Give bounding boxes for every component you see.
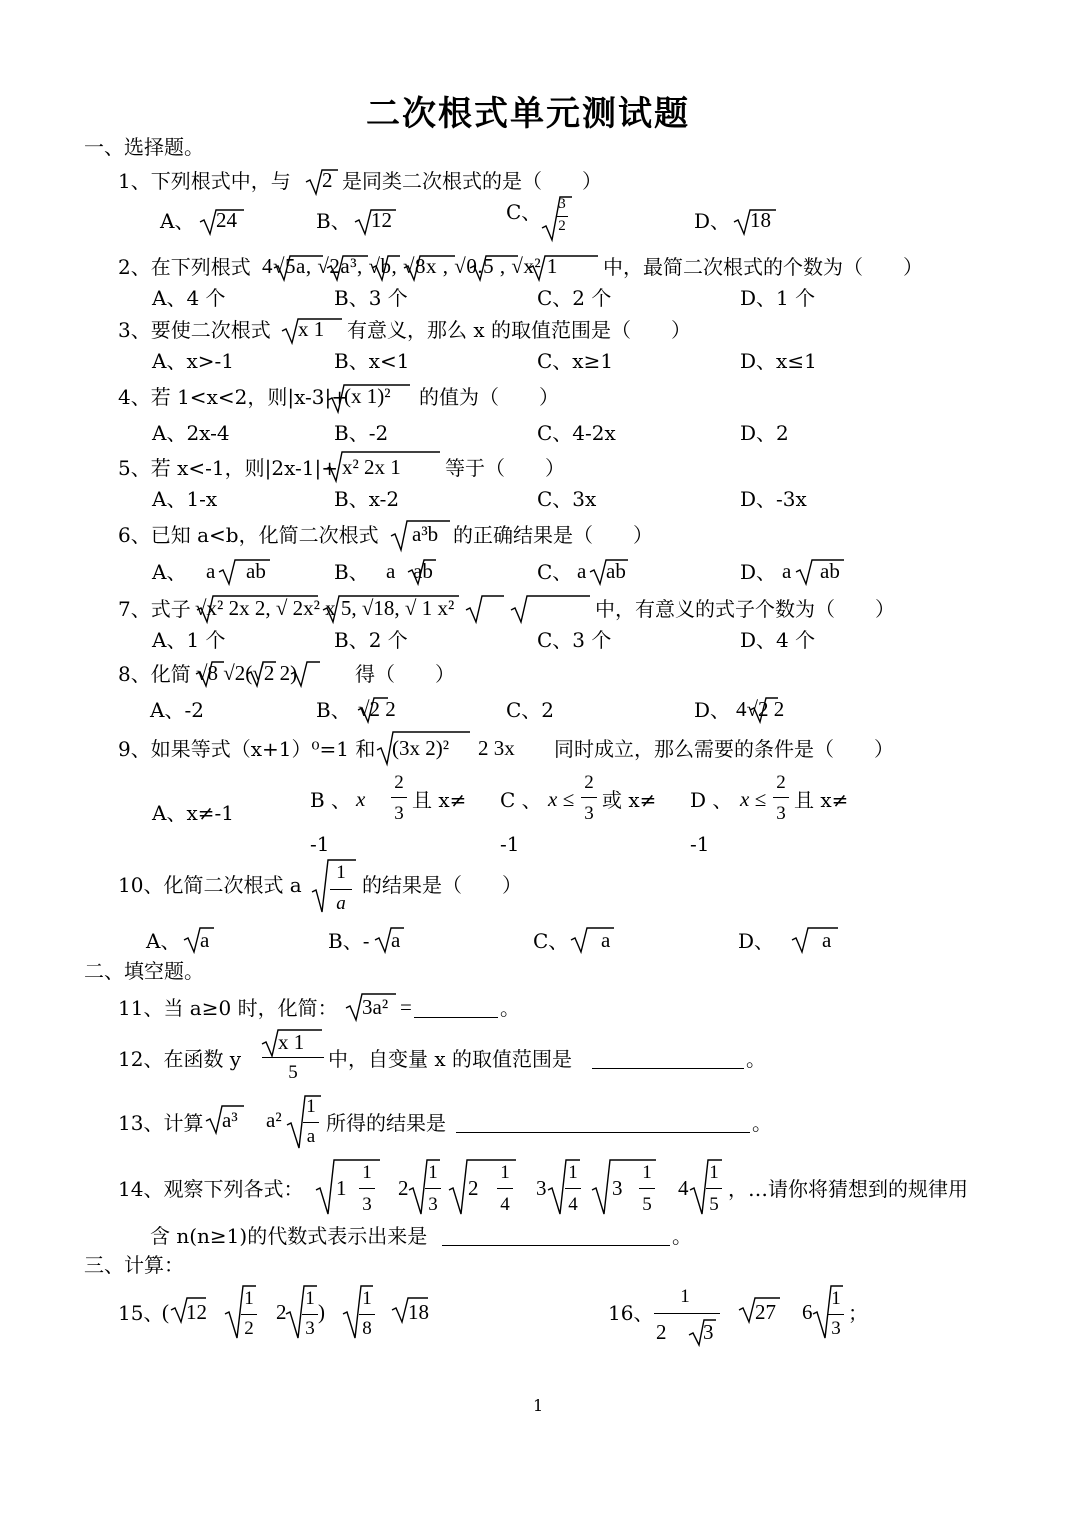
- q9-option-c-tail: 或 x≠: [602, 788, 657, 812]
- q6-option-d-radicand: ab: [820, 559, 840, 583]
- section-heading-calc: 三、计算：: [84, 1253, 184, 1277]
- q15-third-bar: [302, 1314, 318, 1315]
- q6-option-c-coef: a: [577, 559, 587, 583]
- q14-term2-den: 4: [500, 1194, 510, 1215]
- q11-radicand: 3a²: [362, 995, 389, 1019]
- q9-radicand: (3x 2)²: [392, 736, 450, 760]
- q9-option-b: B 、: [310, 788, 352, 812]
- q12-bar: [262, 1057, 324, 1058]
- q10-stem: 10、化简二次根式 a: [118, 873, 302, 897]
- q4-option-c: C、4-2x: [537, 421, 616, 445]
- q3-stem: 3、要使二次根式: [118, 318, 271, 342]
- q16-num: 1: [680, 1286, 690, 1307]
- q14-term1-int: 1: [336, 1176, 347, 1200]
- q2-option-b: B、3 个: [334, 286, 408, 310]
- q9-option-a: A、x≠-1: [152, 801, 234, 825]
- q5-option-d: D、-3x: [740, 487, 807, 511]
- q9-option-c-var: x ≤: [548, 787, 575, 811]
- q15-third-den: 3: [305, 1318, 315, 1339]
- section-heading-choice: 一、选择题。: [84, 135, 204, 159]
- q13-end: 。: [752, 1111, 772, 1135]
- q14-term2-rhs-bar: [565, 1188, 581, 1189]
- q5-option-a: A、1-x: [152, 487, 218, 511]
- q6-option-d-coef: a: [782, 559, 792, 583]
- q6-option-b-radicand: ab: [413, 559, 433, 583]
- q13-a-squared: a²: [266, 1108, 282, 1132]
- q12-answer-blank[interactable]: [592, 1048, 744, 1069]
- q14-term1-bar: [359, 1188, 375, 1189]
- q11-equals: =: [400, 995, 412, 1019]
- q6-tail: 的正确结果是（ ）: [453, 523, 653, 547]
- q9-option-b-var: x: [356, 787, 366, 811]
- q1-radicand: 2: [322, 168, 333, 192]
- q13-den: a: [306, 1126, 316, 1147]
- q6-option-a-coef: a: [206, 559, 216, 583]
- q9-option-b-num: 2: [394, 772, 404, 793]
- q1-option-b-radicand: 12: [371, 208, 392, 232]
- q1-option-b: B、: [316, 209, 351, 233]
- q3-option-a: A、x>-1: [152, 349, 234, 373]
- q14-tail: ，…请你将猜想到的规律用: [728, 1177, 968, 1201]
- page-number: 1: [533, 1396, 544, 1415]
- q13-num: 1: [306, 1096, 316, 1117]
- q14-term3-bar: [639, 1188, 655, 1189]
- q10-bar: [330, 889, 352, 890]
- q8-option-b-expr: √2 2: [358, 697, 396, 721]
- q10-tail: 的结果是（ ）: [362, 873, 522, 897]
- q9-option-c-den: 3: [584, 803, 594, 824]
- q4-tail: 的值为（ ）: [419, 385, 559, 409]
- q15-third-num: 1: [305, 1288, 315, 1309]
- q14-term3-rhs-den: 5: [709, 1194, 719, 1215]
- q1-option-d-radicand: 18: [750, 208, 771, 232]
- q6-option-c-radicand: ab: [606, 559, 626, 583]
- q10-option-b: B、-: [328, 929, 370, 953]
- q5-tail: 等于（ ）: [445, 456, 565, 480]
- q14-term2-rhs-den: 4: [568, 1194, 578, 1215]
- q12-num-radicand: x 1: [278, 1030, 305, 1054]
- q16-bar: [654, 1313, 720, 1314]
- q16-den-a: 2: [656, 1320, 667, 1344]
- q16-coef-6: 6: [802, 1300, 813, 1324]
- q2-option-a: A、4 个: [152, 286, 226, 310]
- q1-option-a: A、: [160, 209, 195, 233]
- q1-option-c-bar: [556, 216, 568, 217]
- q16-end: ；: [848, 1301, 868, 1325]
- q3-option-c: C、x≥1: [537, 349, 614, 373]
- q11-answer-blank[interactable]: [414, 997, 498, 1018]
- q1-option-c-num: 3: [558, 196, 566, 212]
- q9-option-c: C 、: [500, 788, 542, 812]
- q9-option-c-num: 2: [584, 772, 594, 793]
- q12-tail: 中，自变量 x 的取值范围是: [328, 1047, 572, 1071]
- q14-term2-rhs-num: 1: [568, 1162, 578, 1183]
- q12-stem: 12、在函数 y: [118, 1047, 242, 1071]
- q9-option-b-bar: [391, 797, 407, 798]
- q15-close-paren: ): [318, 1300, 325, 1324]
- q9-option-b-neg1: -1: [310, 832, 330, 856]
- q1-stem: 1、下列根式中，与: [118, 169, 291, 193]
- q9-option-c-neg1: -1: [500, 832, 520, 856]
- q1-option-c-den: 2: [558, 218, 566, 234]
- q4-option-a: A、2x-4: [152, 421, 230, 445]
- q2-stem: 2、在下列根式: [118, 255, 251, 279]
- q16-den-b: 3: [703, 1320, 714, 1344]
- q9-option-d-neg1: -1: [690, 832, 710, 856]
- q6-radicand: a³b: [412, 522, 439, 546]
- q16-third-num: 1: [831, 1288, 841, 1309]
- q1-option-c: C、: [506, 200, 542, 224]
- q14-term3-rhs-bar: [706, 1188, 722, 1189]
- q6-option-b: B、: [334, 560, 369, 584]
- q13-stem: 13、计算: [118, 1111, 204, 1135]
- q14-term2-bar: [497, 1188, 513, 1189]
- q9-tail: 同时成立，那么需要的条件是（ ）: [554, 737, 894, 761]
- q10-option-c-radicand: a: [601, 928, 611, 952]
- q16-radicand-27: 27: [755, 1300, 776, 1324]
- q10-num: 1: [336, 862, 346, 883]
- page-title: 二次根式单元测试题: [366, 94, 690, 134]
- q14-term2-int: 2: [468, 1176, 479, 1200]
- q8-option-b: B、: [316, 698, 351, 722]
- q16-third-den: 3: [831, 1318, 841, 1339]
- q10-option-a: A、: [146, 929, 181, 953]
- q14-answer-blank[interactable]: [442, 1225, 670, 1246]
- q8-stem: 8、化简: [118, 662, 191, 686]
- q2-tail: 中，最简二次根式的个数为（ ）: [603, 255, 923, 279]
- q11-end: 。: [500, 996, 520, 1020]
- q5-option-b: B、x-2: [334, 487, 400, 511]
- q12-den: 5: [288, 1062, 298, 1083]
- q7-expression: √x² 2x 2, √ 2x² x 5, √18, √ 1 x²: [195, 596, 455, 620]
- q9-option-d: D 、: [690, 788, 733, 812]
- q4-option-b: B、-2: [334, 421, 389, 445]
- q14-term3-coef: 4: [678, 1176, 689, 1200]
- q2-option-c: C、2 个: [537, 286, 612, 310]
- q9-option-d-num: 2: [776, 772, 786, 793]
- q15-half-bar: [241, 1314, 257, 1315]
- q16-label: 16、: [608, 1301, 654, 1325]
- q13-tail: 所得的结果是: [326, 1111, 446, 1135]
- q6-stem: 6、已知 a<b，化简二次根式: [118, 523, 379, 547]
- section-heading-fill: 二、填空题。: [84, 959, 204, 983]
- q6-option-b-coef: a: [386, 559, 396, 583]
- q14-term1-coef: 2: [398, 1176, 409, 1200]
- q1-tail: 是同类二次根式的是（ ）: [342, 169, 602, 193]
- q3-radicand: x 1: [298, 317, 325, 341]
- q14-term1-den: 3: [362, 1194, 372, 1215]
- q15-radicand-18: 18: [408, 1300, 429, 1324]
- q8-expression: √8 √2(√2 2): [196, 661, 298, 685]
- q8-option-d-expr: 4√2 2: [736, 697, 785, 721]
- q4-stem: 4、若 1<x<2，则|x-3|+: [118, 385, 348, 409]
- q10-option-d: D、: [738, 929, 775, 953]
- q7-stem: 7、式子: [118, 597, 191, 621]
- q15-eighth-bar: [359, 1314, 375, 1315]
- q14-term2-num: 1: [500, 1162, 510, 1183]
- q9-option-d-bar: [773, 797, 789, 798]
- q10-option-a-radicand: a: [200, 928, 210, 952]
- q11-stem: 11、当 a≥0 时，化简：: [118, 996, 338, 1020]
- q9-option-d-tail: 且 x≠: [794, 788, 849, 812]
- q13-bar: [303, 1122, 319, 1123]
- q14-term1-rhs-den: 3: [428, 1194, 438, 1215]
- q3-option-b: B、x<1: [334, 349, 410, 373]
- q9-option-c-bar: [581, 797, 597, 798]
- q14-term1-rhs-bar: [425, 1188, 441, 1189]
- q9-stem: 9、如果等式（x+1）⁰=1 和: [118, 737, 376, 761]
- q9-option-d-den: 3: [776, 803, 786, 824]
- q7-tail: 中，有意义的式子个数为（ ）: [595, 597, 895, 621]
- q15-label: 15、: [118, 1301, 164, 1325]
- q4-option-d: D、2: [740, 421, 789, 445]
- q7-option-c: C、3 个: [537, 628, 612, 652]
- q14-line2: 含 n(n≥1)的代数式表示出来是: [150, 1224, 428, 1248]
- q7-option-b: B、2 个: [334, 628, 408, 652]
- q4-radicand: (x 1)²: [344, 384, 391, 408]
- q9-option-b-tail: 且 x≠: [412, 788, 467, 812]
- q2-option-d: D、1 个: [740, 286, 816, 310]
- q15-radicand-12: 12: [186, 1300, 207, 1324]
- q14-stem: 14、观察下列各式：: [118, 1177, 304, 1201]
- q8-option-a: A、-2: [150, 698, 204, 722]
- q15-eighth-den: 8: [362, 1318, 372, 1339]
- q14-term3-rhs-num: 1: [709, 1162, 719, 1183]
- q8-option-c: C、2: [506, 698, 555, 722]
- q7-option-d: D、4 个: [740, 628, 816, 652]
- q10-den: a: [336, 893, 346, 914]
- q1-option-d: D、: [694, 209, 731, 233]
- q14-end: 。: [672, 1224, 692, 1248]
- q3-option-d: D、x≤1: [740, 349, 817, 373]
- q1-option-a-radicand: 24: [216, 208, 237, 232]
- q16-third-bar: [828, 1314, 844, 1315]
- q6-option-a: A、: [152, 560, 187, 584]
- q9-option-b-den: 3: [394, 803, 404, 824]
- q6-option-c: C、: [537, 560, 573, 584]
- q12-end: 。: [746, 1047, 766, 1071]
- q6-option-d: D、: [740, 560, 777, 584]
- q10-option-d-radicand: a: [822, 928, 832, 952]
- q7-option-a: A、1 个: [152, 628, 226, 652]
- q6-option-a-radicand: ab: [246, 559, 266, 583]
- q15-eighth-num: 1: [362, 1288, 372, 1309]
- q8-tail: 得（ ）: [355, 662, 455, 686]
- q9-rhs: 2 3x: [478, 736, 515, 760]
- q14-term3-num: 1: [642, 1162, 652, 1183]
- q15-half-num: 1: [244, 1288, 254, 1309]
- q3-tail: 有意义，那么 x 的取值范围是（ ）: [347, 318, 691, 342]
- q14-term3-den: 5: [642, 1194, 652, 1215]
- q14-term1-num: 1: [362, 1162, 372, 1183]
- q9-option-d-var: x ≤: [740, 787, 767, 811]
- q8-option-d: D、: [694, 698, 731, 722]
- q10-option-c: C、: [533, 929, 569, 953]
- q5-option-c: C、3x: [537, 487, 597, 511]
- q13-answer-blank[interactable]: [456, 1112, 750, 1133]
- q15-open-paren: (: [162, 1300, 169, 1324]
- q5-stem: 5、若 x<-1，则|2x-1|+: [118, 456, 338, 480]
- q14-term1-rhs-num: 1: [428, 1162, 438, 1183]
- q5-radicand: x² 2x 1: [342, 455, 401, 479]
- q2-expression: 4√5a, √2a³, √b, √8x , √0.5 , √x² 1: [262, 254, 558, 278]
- q15-half-den: 2: [244, 1318, 254, 1339]
- q10-option-b-radicand: a: [391, 928, 401, 952]
- q14-term3-int: 3: [612, 1176, 623, 1200]
- q14-term2-coef: 3: [536, 1176, 547, 1200]
- q13-radicand-1: a³: [222, 1108, 238, 1132]
- q15-coef-2: 2: [276, 1300, 287, 1324]
